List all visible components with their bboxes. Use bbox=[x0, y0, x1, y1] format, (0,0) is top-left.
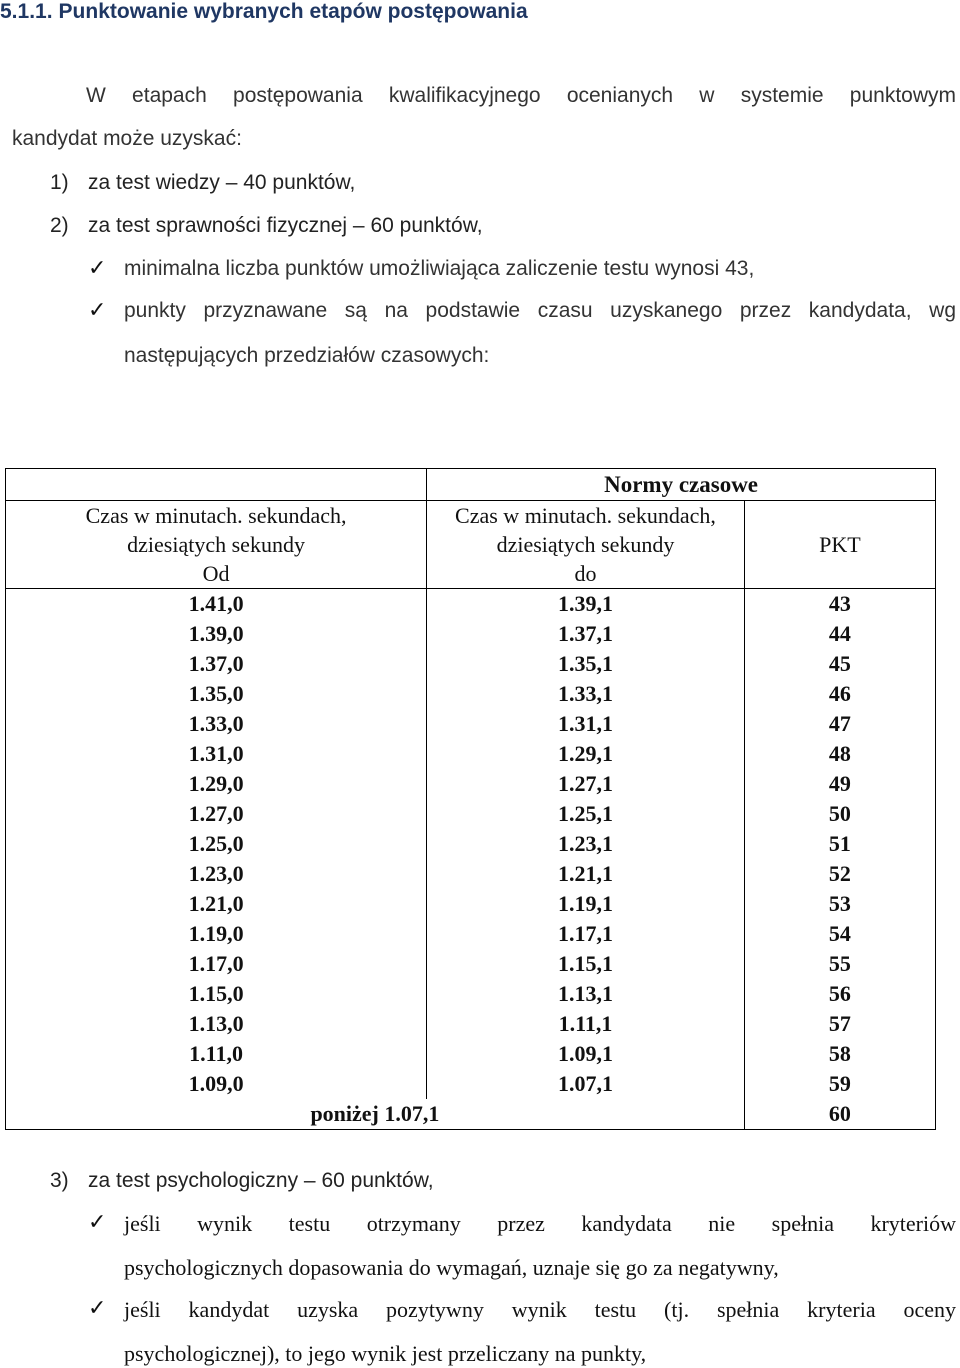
cell-to: 1.25,1 bbox=[427, 799, 745, 829]
cell-to: 1.09,1 bbox=[427, 1039, 745, 1069]
cell-from: 1.21,0 bbox=[6, 889, 427, 919]
cell-pkt: 52 bbox=[744, 859, 935, 889]
col-to-header-2: dziesiątych sekundy bbox=[427, 530, 745, 559]
list-marker: 3) bbox=[50, 1169, 69, 1192]
psych-bullet-2-line-1: jeśli kandydat uzyska pozytywny wynik testu (tj. spełnia kryteria oceny bbox=[124, 1297, 956, 1322]
cell-to: 1.33,1 bbox=[427, 679, 745, 709]
time-norms-table bbox=[5, 468, 936, 1130]
cell-pkt: 56 bbox=[744, 979, 935, 1009]
section-title: Punktowanie wybranych etapów postępowania bbox=[58, 0, 528, 23]
col-from-header-3: Od bbox=[6, 559, 427, 589]
fitness-bullet-2-line-2: następujących przedziałów czasowych: bbox=[124, 344, 490, 367]
intro-line-2: kandydat może uzyskać: bbox=[12, 127, 242, 150]
cell-pkt: 48 bbox=[744, 739, 935, 769]
cell-from: 1.35,0 bbox=[6, 679, 427, 709]
section-heading bbox=[0, 0, 528, 24]
cell-from: 1.19,0 bbox=[6, 919, 427, 949]
cell-to: 1.15,1 bbox=[427, 949, 745, 979]
cell-below-label: poniżej 1.07,1 bbox=[6, 1099, 745, 1130]
cell-from: 1.31,0 bbox=[6, 739, 427, 769]
cell-pkt: 55 bbox=[744, 949, 935, 979]
table-row bbox=[6, 799, 936, 829]
cell-to: 1.37,1 bbox=[427, 619, 745, 649]
cell-to: 1.19,1 bbox=[427, 889, 745, 919]
fitness-bullet-1: minimalna liczba punktów umożliwiająca zaliczenie testu wynosi 43, bbox=[124, 257, 755, 280]
table-row bbox=[6, 1039, 936, 1069]
cell-pkt: 54 bbox=[744, 919, 935, 949]
cell-from: 1.37,0 bbox=[6, 649, 427, 679]
cell-pkt: 44 bbox=[744, 619, 935, 649]
list-marker: 2) bbox=[50, 214, 69, 237]
list-item-1 bbox=[50, 171, 355, 195]
cell-from: 1.39,0 bbox=[6, 619, 427, 649]
table-row bbox=[6, 829, 936, 859]
cell-to: 1.23,1 bbox=[427, 829, 745, 859]
col-from-header-2: dziesiątych sekundy bbox=[6, 530, 427, 559]
table-row bbox=[6, 739, 936, 769]
cell-pkt: 47 bbox=[744, 709, 935, 739]
table-row bbox=[6, 1009, 936, 1039]
cell-pkt: 53 bbox=[744, 889, 935, 919]
checkmark-icon: ✓ bbox=[88, 298, 107, 323]
cell-to: 1.29,1 bbox=[427, 739, 745, 769]
cell-to: 1.11,1 bbox=[427, 1009, 745, 1039]
list-item-2 bbox=[50, 214, 483, 238]
cell-from: 1.33,0 bbox=[6, 709, 427, 739]
table-row bbox=[6, 1069, 936, 1099]
table-row bbox=[6, 979, 936, 1009]
cell-to: 1.39,1 bbox=[427, 589, 745, 620]
list-item-text: za test wiedzy – 40 punktów, bbox=[88, 171, 356, 194]
cell-to: 1.17,1 bbox=[427, 919, 745, 949]
list-item-3 bbox=[50, 1169, 434, 1193]
cell-pkt: 49 bbox=[744, 769, 935, 799]
cell-pkt: 45 bbox=[744, 649, 935, 679]
section-number: 5.1.1. bbox=[0, 0, 53, 23]
table-title: Normy czasowe bbox=[427, 469, 936, 501]
cell-from: 1.25,0 bbox=[6, 829, 427, 859]
cell-to: 1.31,1 bbox=[427, 709, 745, 739]
checkmark-icon: ✓ bbox=[88, 1210, 107, 1235]
table-row bbox=[6, 1099, 936, 1130]
cell-from: 1.29,0 bbox=[6, 769, 427, 799]
cell-from: 1.15,0 bbox=[6, 979, 427, 1009]
list-marker: 1) bbox=[50, 171, 69, 194]
cell-pkt: 50 bbox=[744, 799, 935, 829]
cell-pkt: 43 bbox=[744, 589, 935, 620]
cell-from: 1.41,0 bbox=[6, 589, 427, 620]
cell-pkt: 57 bbox=[744, 1009, 935, 1039]
list-item-text: za test sprawności fizycznej – 60 punktów, bbox=[88, 214, 483, 237]
checkmark-icon: ✓ bbox=[88, 1296, 107, 1321]
cell-to: 1.35,1 bbox=[427, 649, 745, 679]
cell-pkt: 51 bbox=[744, 829, 935, 859]
psych-bullet-2-line-2: psychologicznej), to jego wynik jest przeliczany na punkty, bbox=[124, 1341, 647, 1366]
cell-to: 1.21,1 bbox=[427, 859, 745, 889]
table-row bbox=[6, 589, 936, 620]
table-row bbox=[6, 949, 936, 979]
table-row bbox=[6, 649, 936, 679]
table-row bbox=[6, 859, 936, 889]
cell-from: 1.09,0 bbox=[6, 1069, 427, 1099]
psych-bullet-1-line-1: jeśli wynik testu otrzymany przez kandydata nie spełnia kryteriów bbox=[124, 1211, 956, 1236]
cell-to: 1.13,1 bbox=[427, 979, 745, 1009]
cell-pkt: 46 bbox=[744, 679, 935, 709]
cell-to: 1.07,1 bbox=[427, 1069, 745, 1099]
table-row bbox=[6, 889, 936, 919]
cell-pkt: 58 bbox=[744, 1039, 935, 1069]
psych-bullet-1-line-2: psychologicznych dopasowania do wymagań, uznaje się go za negatywny, bbox=[124, 1255, 779, 1280]
col-to-header-1: Czas w minutach. sekundach, bbox=[427, 501, 745, 531]
table-row bbox=[6, 619, 936, 649]
cell-pkt: 60 bbox=[744, 1099, 935, 1130]
col-pkt-header: PKT bbox=[744, 501, 935, 589]
table-row bbox=[6, 769, 936, 799]
cell-to: 1.27,1 bbox=[427, 769, 745, 799]
cell-from: 1.17,0 bbox=[6, 949, 427, 979]
table-row bbox=[6, 919, 936, 949]
cell-from: 1.11,0 bbox=[6, 1039, 427, 1069]
col-from-header-1: Czas w minutach. sekundach, bbox=[6, 501, 427, 531]
cell-from: 1.27,0 bbox=[6, 799, 427, 829]
cell-from: 1.23,0 bbox=[6, 859, 427, 889]
list-item-text: za test psychologiczny – 60 punktów, bbox=[88, 1169, 434, 1192]
fitness-bullet-2-line-1: punkty przyznawane są na podstawie czasu uzyskanego przez kandydata, wg bbox=[124, 299, 956, 322]
cell-from: 1.13,0 bbox=[6, 1009, 427, 1039]
col-to-header-3: do bbox=[427, 559, 745, 589]
table-row bbox=[6, 679, 936, 709]
checkmark-icon: ✓ bbox=[88, 256, 107, 281]
cell-pkt: 59 bbox=[744, 1069, 935, 1099]
intro-line-1: W etapach postępowania kwalifikacyjnego ocenianych w systemie punktowym bbox=[86, 84, 956, 107]
table-row bbox=[6, 709, 936, 739]
